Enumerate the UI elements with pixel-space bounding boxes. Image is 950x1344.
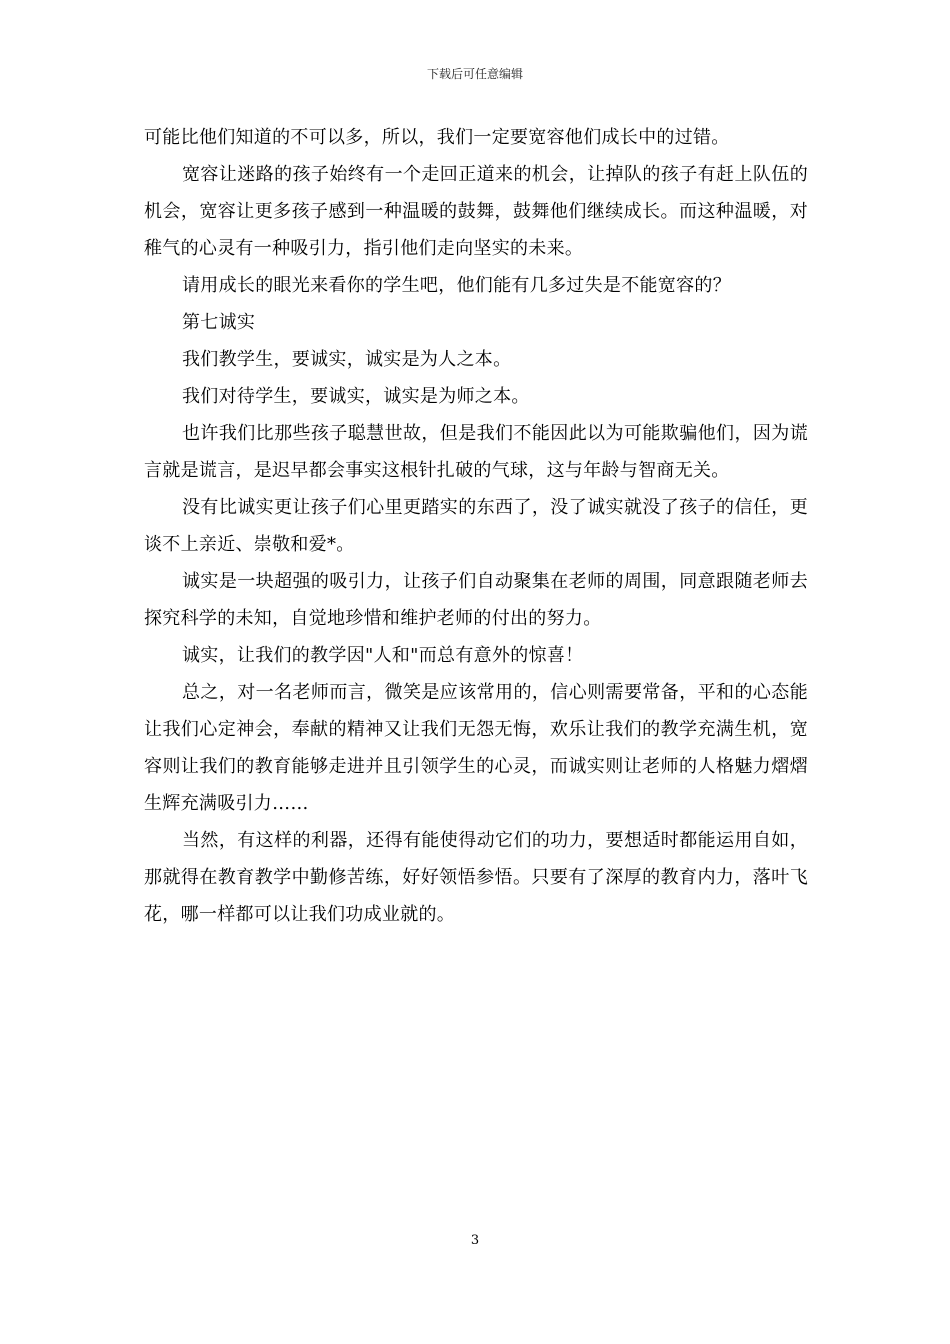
section-heading: 第七诚实 [182,312,256,333]
paragraph-6: 我们对待学生，要诚实，诚实是为师之本。 [182,386,530,407]
paragraph-8: 没有比诚实更让孩子们心里更踏实的东西了，没了诚实就没了孩子的信任，更谈不上亲近、崇敬和爱*。 [144,497,808,555]
paragraph-3: 请用成长的眼光来看你的学生吧，他们能有几多过失是不能宽容的？ [182,275,731,296]
page-number: 3 [470,1233,480,1248]
paragraph-5: 我们教学生，要诚实，诚实是为人之本。 [182,349,512,370]
paragraph-11: 总之，对一名老师而言，微笑是应该常用的，信心则需要常备，平和的心态能让我们心定神会，奉献的精神又让我们无怨无悔，欢乐让我们的教学充满生机，宽容则让我们的教育能够走进并且引领学生的心灵，而诚实则让老师的人格魅力熠熠生辉充满吸引力…… [144,682,808,814]
paragraph-7: 也许我们比那些孩子聪慧世故，但是我们不能因此以为可能欺骗他们，因为谎言就是谎言，是迟早都会事实这根针扎破的气球，这与年龄与智商无关。 [144,423,808,481]
paragraph-10: 诚实，让我们的教学因"人和"而总有意外的惊喜！ [182,645,584,666]
paragraph-12: 当然，有这样的利器，还得有能使得动它们的功力，要想适时都能运用自如，那就得在教育教学中勤修苦练，好好领悟参悟。只要有了深厚的教育内力，落叶飞花，哪一样都可以让我们功成业就的。 [144,830,808,925]
page-header: 下载后可任意编辑 [426,67,523,81]
paragraph-9: 诚实是一块超强的吸引力，让孩子们自动聚集在老师的周围，同意跟随老师去探究科学的未知，自觉地珍惜和维护老师的付出的努力。 [144,571,808,629]
paragraph-2: 宽容让迷路的孩子始终有一个走回正道来的机会，让掉队的孩子有赶上队伍的机会，宽容让更多孩子感到一种温暖的鼓舞，鼓舞他们继续成长。而这种温暖，对稚气的心灵有一种吸引力，指引他们走向坚实的未来。 [144,164,808,259]
paragraph-1: 可能比他们知道的不可以多，所以，我们一定要宽容他们成长中的过错。 [144,127,730,148]
document-body [144,119,808,933]
